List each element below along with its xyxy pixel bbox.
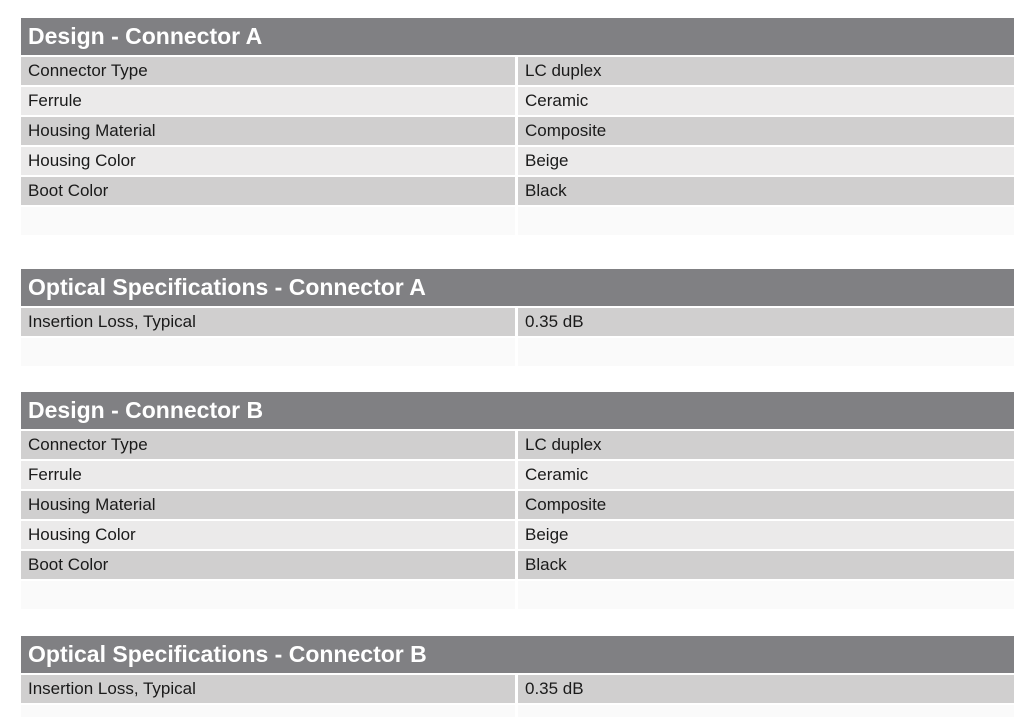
table-row — [21, 461, 1014, 489]
section-optical-connector-a — [21, 269, 1014, 368]
spec-label: Housing Color — [21, 521, 515, 549]
spec-value: 0.35 dB — [518, 308, 1014, 336]
section-title: Optical Specifications - Connector B — [21, 636, 1014, 673]
table-row-empty — [21, 581, 1014, 609]
spec-value: Ceramic — [518, 87, 1014, 115]
spec-label: Ferrule — [21, 461, 515, 489]
spec-value: Black — [518, 551, 1014, 579]
table-row-empty — [21, 705, 1014, 717]
table-row-empty — [21, 207, 1014, 235]
spec-value: Composite — [518, 491, 1014, 519]
spec-value: Composite — [518, 117, 1014, 145]
table-row — [21, 147, 1014, 175]
spec-label: Ferrule — [21, 87, 515, 115]
table-row — [21, 57, 1014, 85]
section-optical-connector-b — [21, 636, 1014, 717]
spec-label: Connector Type — [21, 57, 515, 85]
empty-cell — [518, 207, 1014, 235]
section-title: Optical Specifications - Connector A — [21, 269, 1014, 306]
section-title: Design - Connector A — [21, 18, 1014, 55]
spec-label: Connector Type — [21, 431, 515, 459]
empty-cell — [21, 581, 515, 609]
table-row — [21, 521, 1014, 549]
section-title: Design - Connector B — [21, 392, 1014, 429]
empty-cell — [518, 581, 1014, 609]
empty-cell — [518, 705, 1014, 717]
spec-value: Beige — [518, 147, 1014, 175]
spec-value: 0.35 dB — [518, 675, 1014, 703]
empty-cell — [518, 338, 1014, 366]
spec-value: Ceramic — [518, 461, 1014, 489]
spec-label: Housing Material — [21, 491, 515, 519]
spec-value: LC duplex — [518, 431, 1014, 459]
empty-cell — [21, 338, 515, 366]
table-row — [21, 87, 1014, 115]
spec-value: Black — [518, 177, 1014, 205]
spec-label: Boot Color — [21, 551, 515, 579]
spec-label: Insertion Loss, Typical — [21, 308, 515, 336]
table-row — [21, 491, 1014, 519]
table-row — [21, 177, 1014, 205]
empty-cell — [21, 705, 515, 717]
spec-value: LC duplex — [518, 57, 1014, 85]
section-design-connector-a — [21, 18, 1014, 237]
spec-label: Insertion Loss, Typical — [21, 675, 515, 703]
table-row — [21, 675, 1014, 703]
table-row — [21, 117, 1014, 145]
table-row — [21, 431, 1014, 459]
empty-cell — [21, 207, 515, 235]
spec-label: Housing Material — [21, 117, 515, 145]
section-design-connector-b — [21, 392, 1014, 611]
spec-label: Boot Color — [21, 177, 515, 205]
table-row — [21, 308, 1014, 336]
spec-label: Housing Color — [21, 147, 515, 175]
table-row-empty — [21, 338, 1014, 366]
table-row — [21, 551, 1014, 579]
spec-value: Beige — [518, 521, 1014, 549]
